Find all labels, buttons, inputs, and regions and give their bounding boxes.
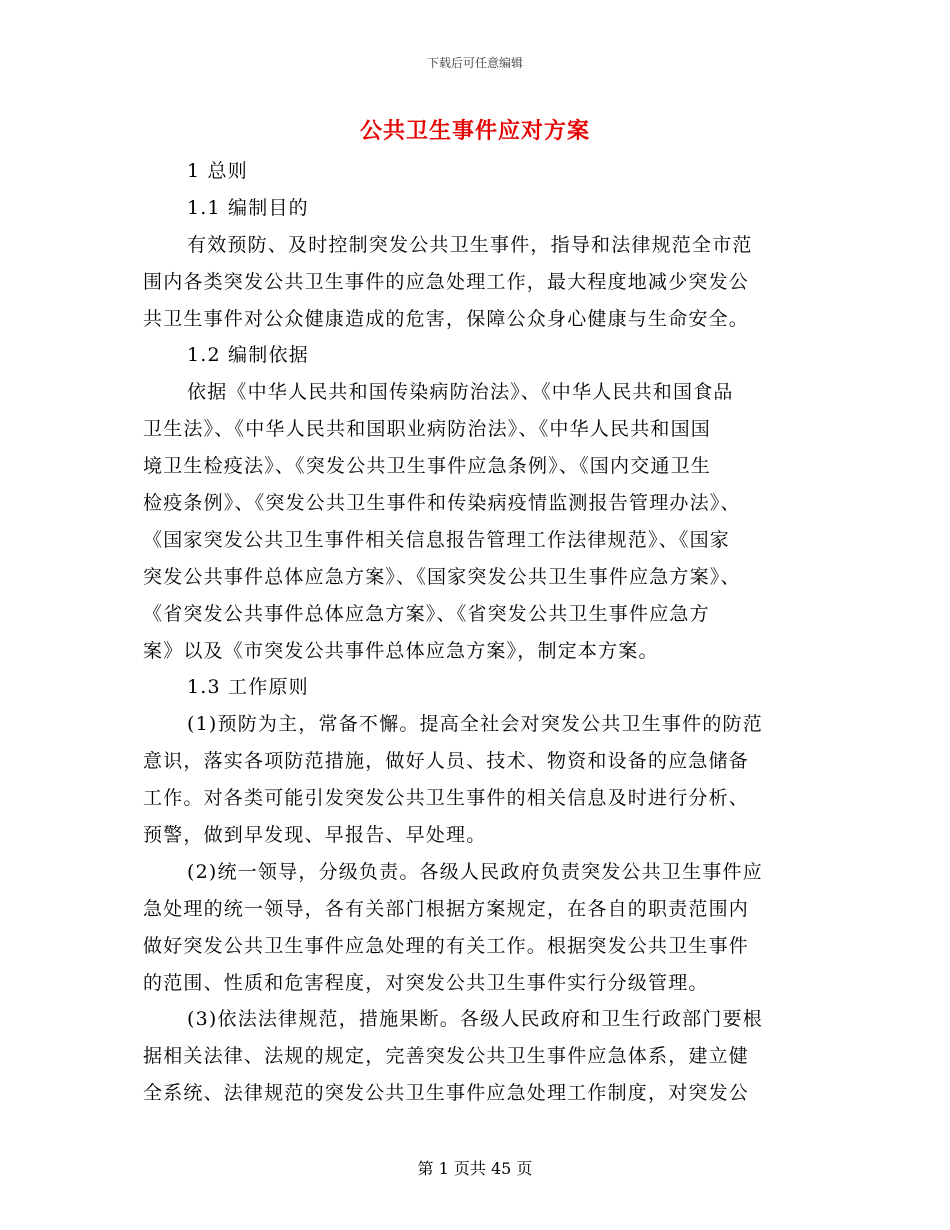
body-line: 急处理的统一领导，各有关部门根据方案规定，在各自的职责范围内 xyxy=(143,897,750,920)
body-line: 1.3 工作原则 xyxy=(187,676,309,699)
body-line: 工作。对各类可能引发突发公共卫生事件的相关信息及时进行分析、 xyxy=(143,787,750,810)
page-header: 下载后可任意编辑 xyxy=(426,56,523,70)
body-line: 据相关法律、法规的规定，完善突发公共卫生事件应急体系，建立健 xyxy=(143,1045,750,1068)
body-line: 1 总则 xyxy=(187,160,248,182)
page-footer: 第 1 页共 45 页 xyxy=(417,1159,533,1178)
body-line: 围内各类突发公共卫生事件的应急处理工作，最大程度地减少突发公 xyxy=(143,270,750,293)
body-line: 依据《中华人民共和国传染病防治法》、《中华人民共和国食品 xyxy=(187,381,734,404)
body-line: 全系统、法律规范的突发公共卫生事件应急处理工作制度，对突发公 xyxy=(143,1082,750,1105)
body-line: 共卫生事件对公众健康造成的危害，保障公众身心健康与生命安全。 xyxy=(143,307,750,330)
body-line: 检疫条例》、《突发公共卫生事件和传染病疫情监测报告管理办法》、 xyxy=(143,492,741,515)
body-line: (2)统一领导，分级负责。各级人民政府负责突发公共卫生事件应 xyxy=(187,860,763,883)
body-line: (1)预防为主，常备不懈。提高全社会对突发公共卫生事件的防范 xyxy=(187,713,763,736)
body-line: 卫生法》、《中华人民共和国职业病防治法》、《中华人民共和国国 xyxy=(143,418,712,441)
body-line: 预警，做到早发现、早报告、早处理。 xyxy=(143,824,487,847)
body-line: 做好突发公共卫生事件应急处理的有关工作。根据突发公共卫生事件 xyxy=(143,934,750,957)
body-line: 1.1 编制目的 xyxy=(187,196,309,219)
body-line: 有效预防、及时控制突发公共卫生事件，指导和法律规范全市范 xyxy=(187,233,753,256)
body-line: 《国家突发公共卫生事件相关信息报告管理工作法律规范》、《国家 xyxy=(143,528,731,551)
body-line: 1.2 编制依据 xyxy=(187,344,309,367)
body-line: 境卫生检疫法》、《突发公共卫生事件应急条例》、《国内交通卫生 xyxy=(143,455,712,478)
body-line: 《省突发公共事件总体应急方案》、《省突发公共卫生事件应急方 xyxy=(143,602,710,625)
body-line: 的范围、性质和危害程度，对突发公共卫生事件实行分级管理。 xyxy=(143,971,709,994)
body-line: (3)依法法律规范，措施果断。各级人民政府和卫生行政部门要根 xyxy=(187,1008,763,1031)
body-line: 突发公共事件总体应急方案》、《国家突发公共卫生事件应急方案》、 xyxy=(143,565,741,588)
body-line: 案》以及《市突发公共事件总体应急方案》，制定本方案。 xyxy=(143,639,659,662)
document-title: 公共卫生事件应对方案 xyxy=(359,118,590,144)
document-body xyxy=(143,153,811,1112)
body-line: 意识，落实各项防范措施，做好人员、技术、物资和设备的应急储备 xyxy=(143,750,750,773)
